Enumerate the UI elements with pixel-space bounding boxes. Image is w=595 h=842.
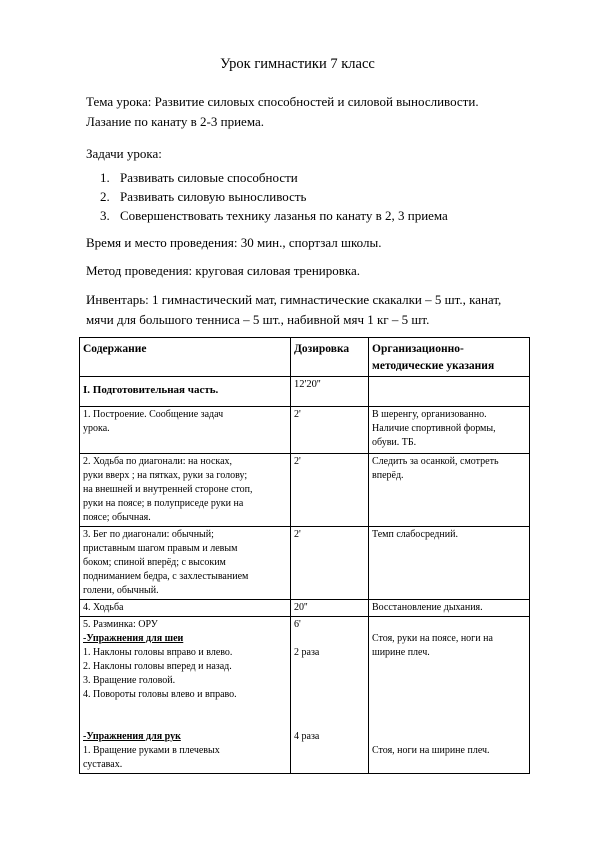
table-row-warmup: 5. Разминка: ОРУ -Упражнения для шеи 1. Наклоны головы вправо и влево. 2. Наклоны головы вперед и назад. 3. Вращение головой. 4. Повороты головы влево и вправо. -Упражнения для рук 1. Вращение руками в плечевых суставах. 6' 2 раза 4 раза Стоя, руки на поясе, ноги на ширине плеч. Стоя, ноги на ширине плеч. <box>80 617 530 774</box>
task-item: 1. Развивать силовые способности <box>100 170 298 185</box>
inventory-line-1: Инвентарь: 1 гимнастический мат, гимнастические скакалки – 5 шт., канат, <box>86 292 502 307</box>
table-row: 3. Бег по диагонали: обычный; приставным шагом правым и левым боком; спиной вперёд; с высоким подниманием бедра, с захлестыванием голени, обычный. 2' Темп слабосредний. <box>80 527 530 600</box>
lesson-plan-table <box>79 337 530 774</box>
table-row: 1. Построение. Сообщение задач урока. 2' В шеренгу, организованно. Наличие спортивной формы, обуви. ТБ. <box>80 407 530 454</box>
tasks-label: Задачи урока: <box>86 146 162 161</box>
topic-line-1: Тема урока: Развитие силовых способностей и силовой выносливости. <box>86 94 479 109</box>
header-content: Содержание <box>80 338 291 377</box>
header-notes: Организационно- методические указания <box>369 338 530 377</box>
neck-exercises-header: -Упражнения для шеи <box>83 633 184 644</box>
lesson-title: Урок гимнастики 7 класс <box>220 56 375 72</box>
method: Метод проведения: круговая силовая тренировка. <box>86 263 361 278</box>
task-item: 2. Развивать силовую выносливость <box>100 189 307 204</box>
tasks-list <box>100 168 448 225</box>
topic-line-2: Лазание по канату в 2-3 приема. <box>86 114 264 129</box>
section-row <box>80 377 530 407</box>
table-row: 4. Ходьба 20'' Восстановление дыхания. <box>80 600 530 617</box>
inventory-line-2: мячи для большого тенниса – 5 шт., набивной мяч 1 кг – 5 шт. <box>86 312 430 327</box>
arm-exercises-header: -Упражнения для рук <box>83 731 181 742</box>
table-row: 2. Ходьба по диагонали: на носках, руки вверх ; на пятках, руки за голову; на внешней и внутренней стороне стоп, руки на поясе; в полуприседе руки на поясе; обычная. 2' Следить за осанкой, смотреть вперёд. <box>80 454 530 527</box>
task-item: 3. Совершенствовать технику лазанья по канату в 2, 3 приема <box>100 208 448 223</box>
section-dose: 12'20'' <box>291 377 369 407</box>
table-header-row <box>80 338 530 377</box>
section-title: I. Подготовительная часть. <box>80 377 291 407</box>
header-dose: Дозировка <box>291 338 369 377</box>
section-notes <box>369 377 530 407</box>
time-place: Время и место проведения: 30 мин., спортзал школы. <box>86 235 382 250</box>
